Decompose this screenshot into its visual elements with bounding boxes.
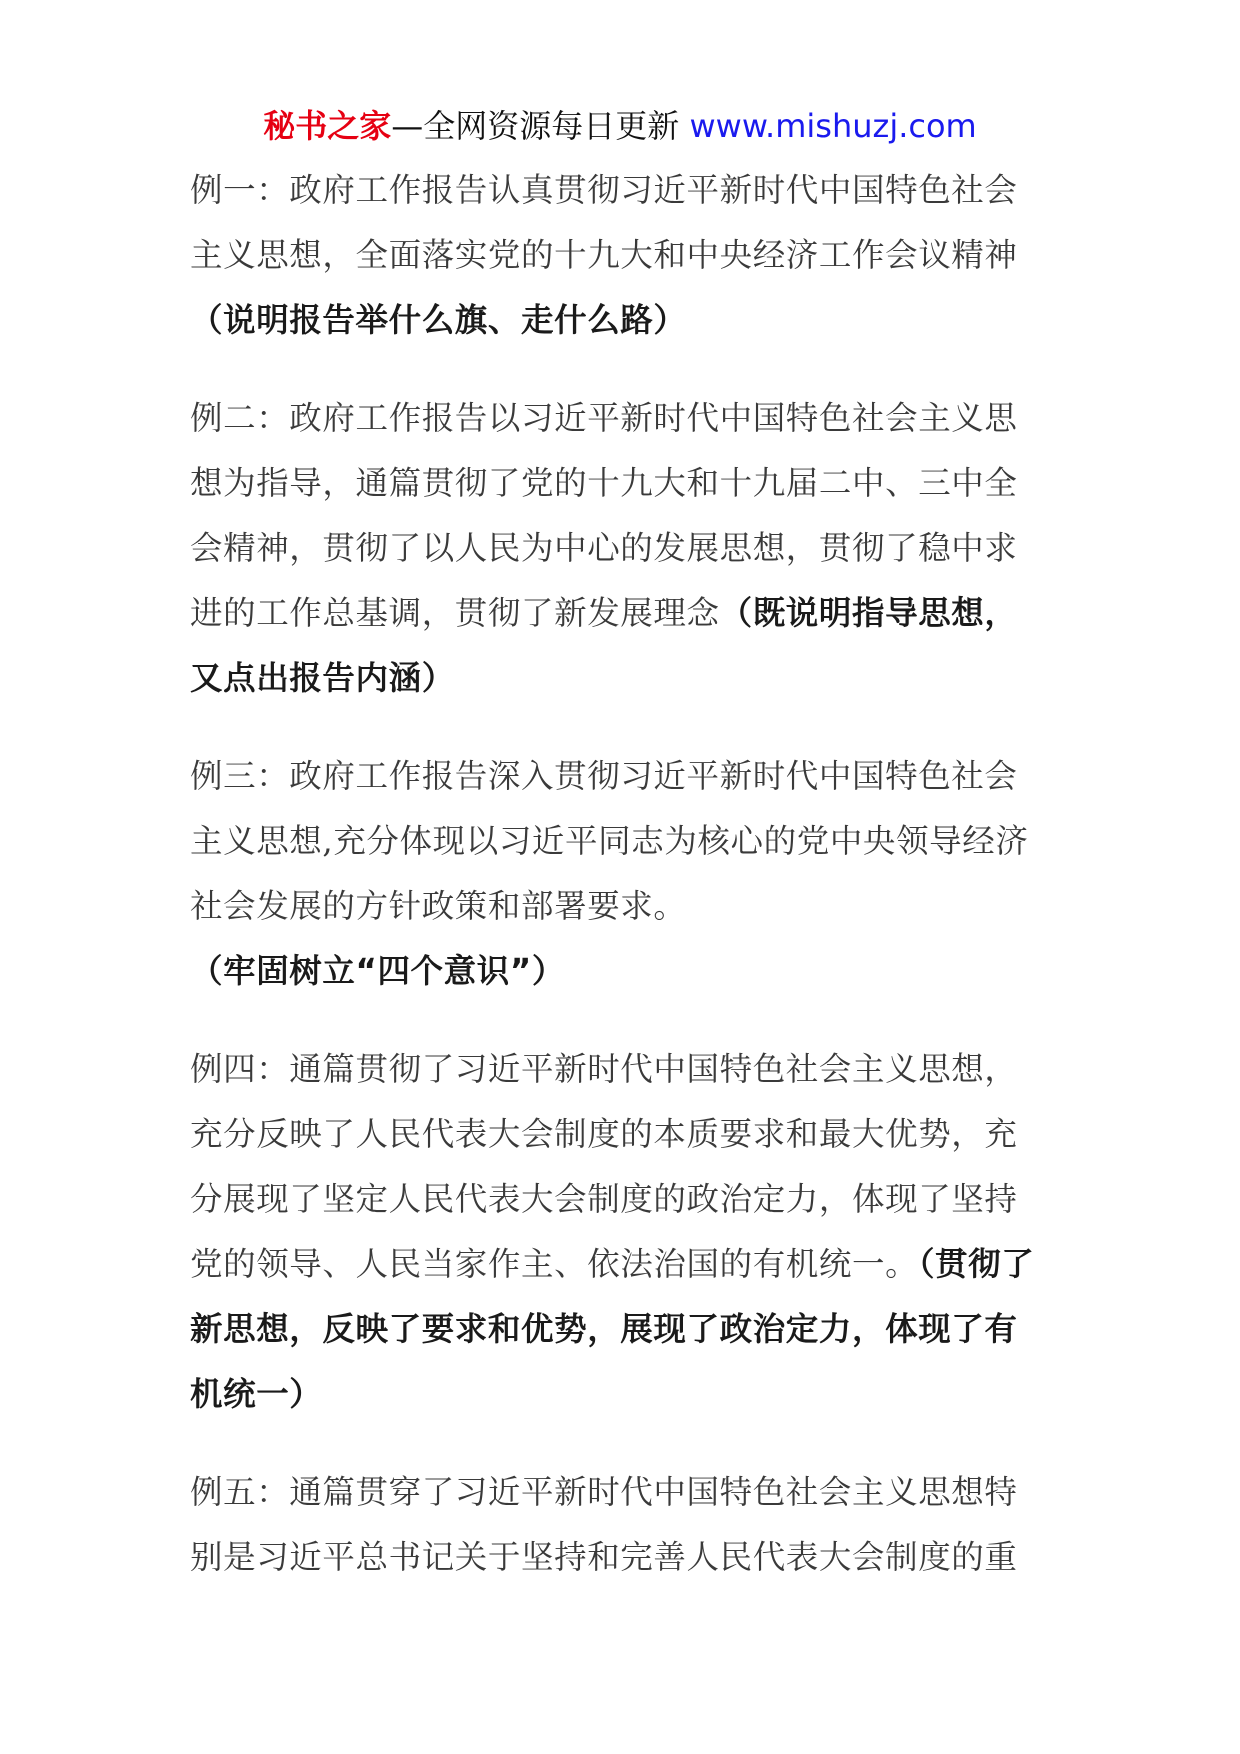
paragraph-text: 例三：政府工作报告深入贯彻习近平新时代中国特色社会主义思想,充分体现以习近平同志为核心的党中央领导经济社会发展的方针政策和部署要求。 [190,757,1029,925]
header-tagline: —全网资源每日更新 [391,107,680,145]
example-paragraph-2 [190,386,1040,711]
brand-name: 秘书之家 [263,107,392,145]
site-header [0,104,1240,148]
paragraph-text: 例二：政府工作报告以习近平新时代中国特色社会主义思想为指导，通篇贯彻了党的十九大和十九届二中、三中全会精神，贯彻了以人民为中心的发展思想，贯彻了稳中求进的工作总基调，贯彻了新发展理念 [190,399,1018,632]
paragraph-note: （贯彻了新思想，反映了要求和优势，展现了政治定力，体现了有机统一） [190,1245,1035,1413]
example-paragraph-3 [190,744,1040,1004]
paragraph-text: 例一：政府工作报告认真贯彻习近平新时代中国特色社会主义思想，全面落实党的十九大和中央经济工作会议精神 [190,171,1018,274]
paragraph-text: 例五：通篇贯穿了习近平新时代中国特色社会主义思想特别是习近平总书记关于坚持和完善人民代表大会制度的重 [190,1473,1018,1576]
site-url[interactable]: www.mishuzj.com [689,107,977,145]
document-body [190,158,1040,1623]
paragraph-note: （说明报告举什么旗、走什么路） [190,301,687,339]
example-paragraph-5 [190,1460,1040,1590]
paragraph-note: （既说明指导思想，又点出报告内涵） [190,594,1018,697]
example-paragraph-1 [190,158,1040,353]
paragraph-note: （牢固树立“四个意识”） [190,952,565,990]
paragraph-text: 例四：通篇贯彻了习近平新时代中国特色社会主义思想，充分反映了人民代表大会制度的本质要求和最大优势，充分展现了坚定人民代表大会制度的政治定力，体现了坚持党的领导、人民当家作主、依法治国的有机统一。 [190,1050,1018,1283]
example-paragraph-4 [190,1037,1040,1427]
